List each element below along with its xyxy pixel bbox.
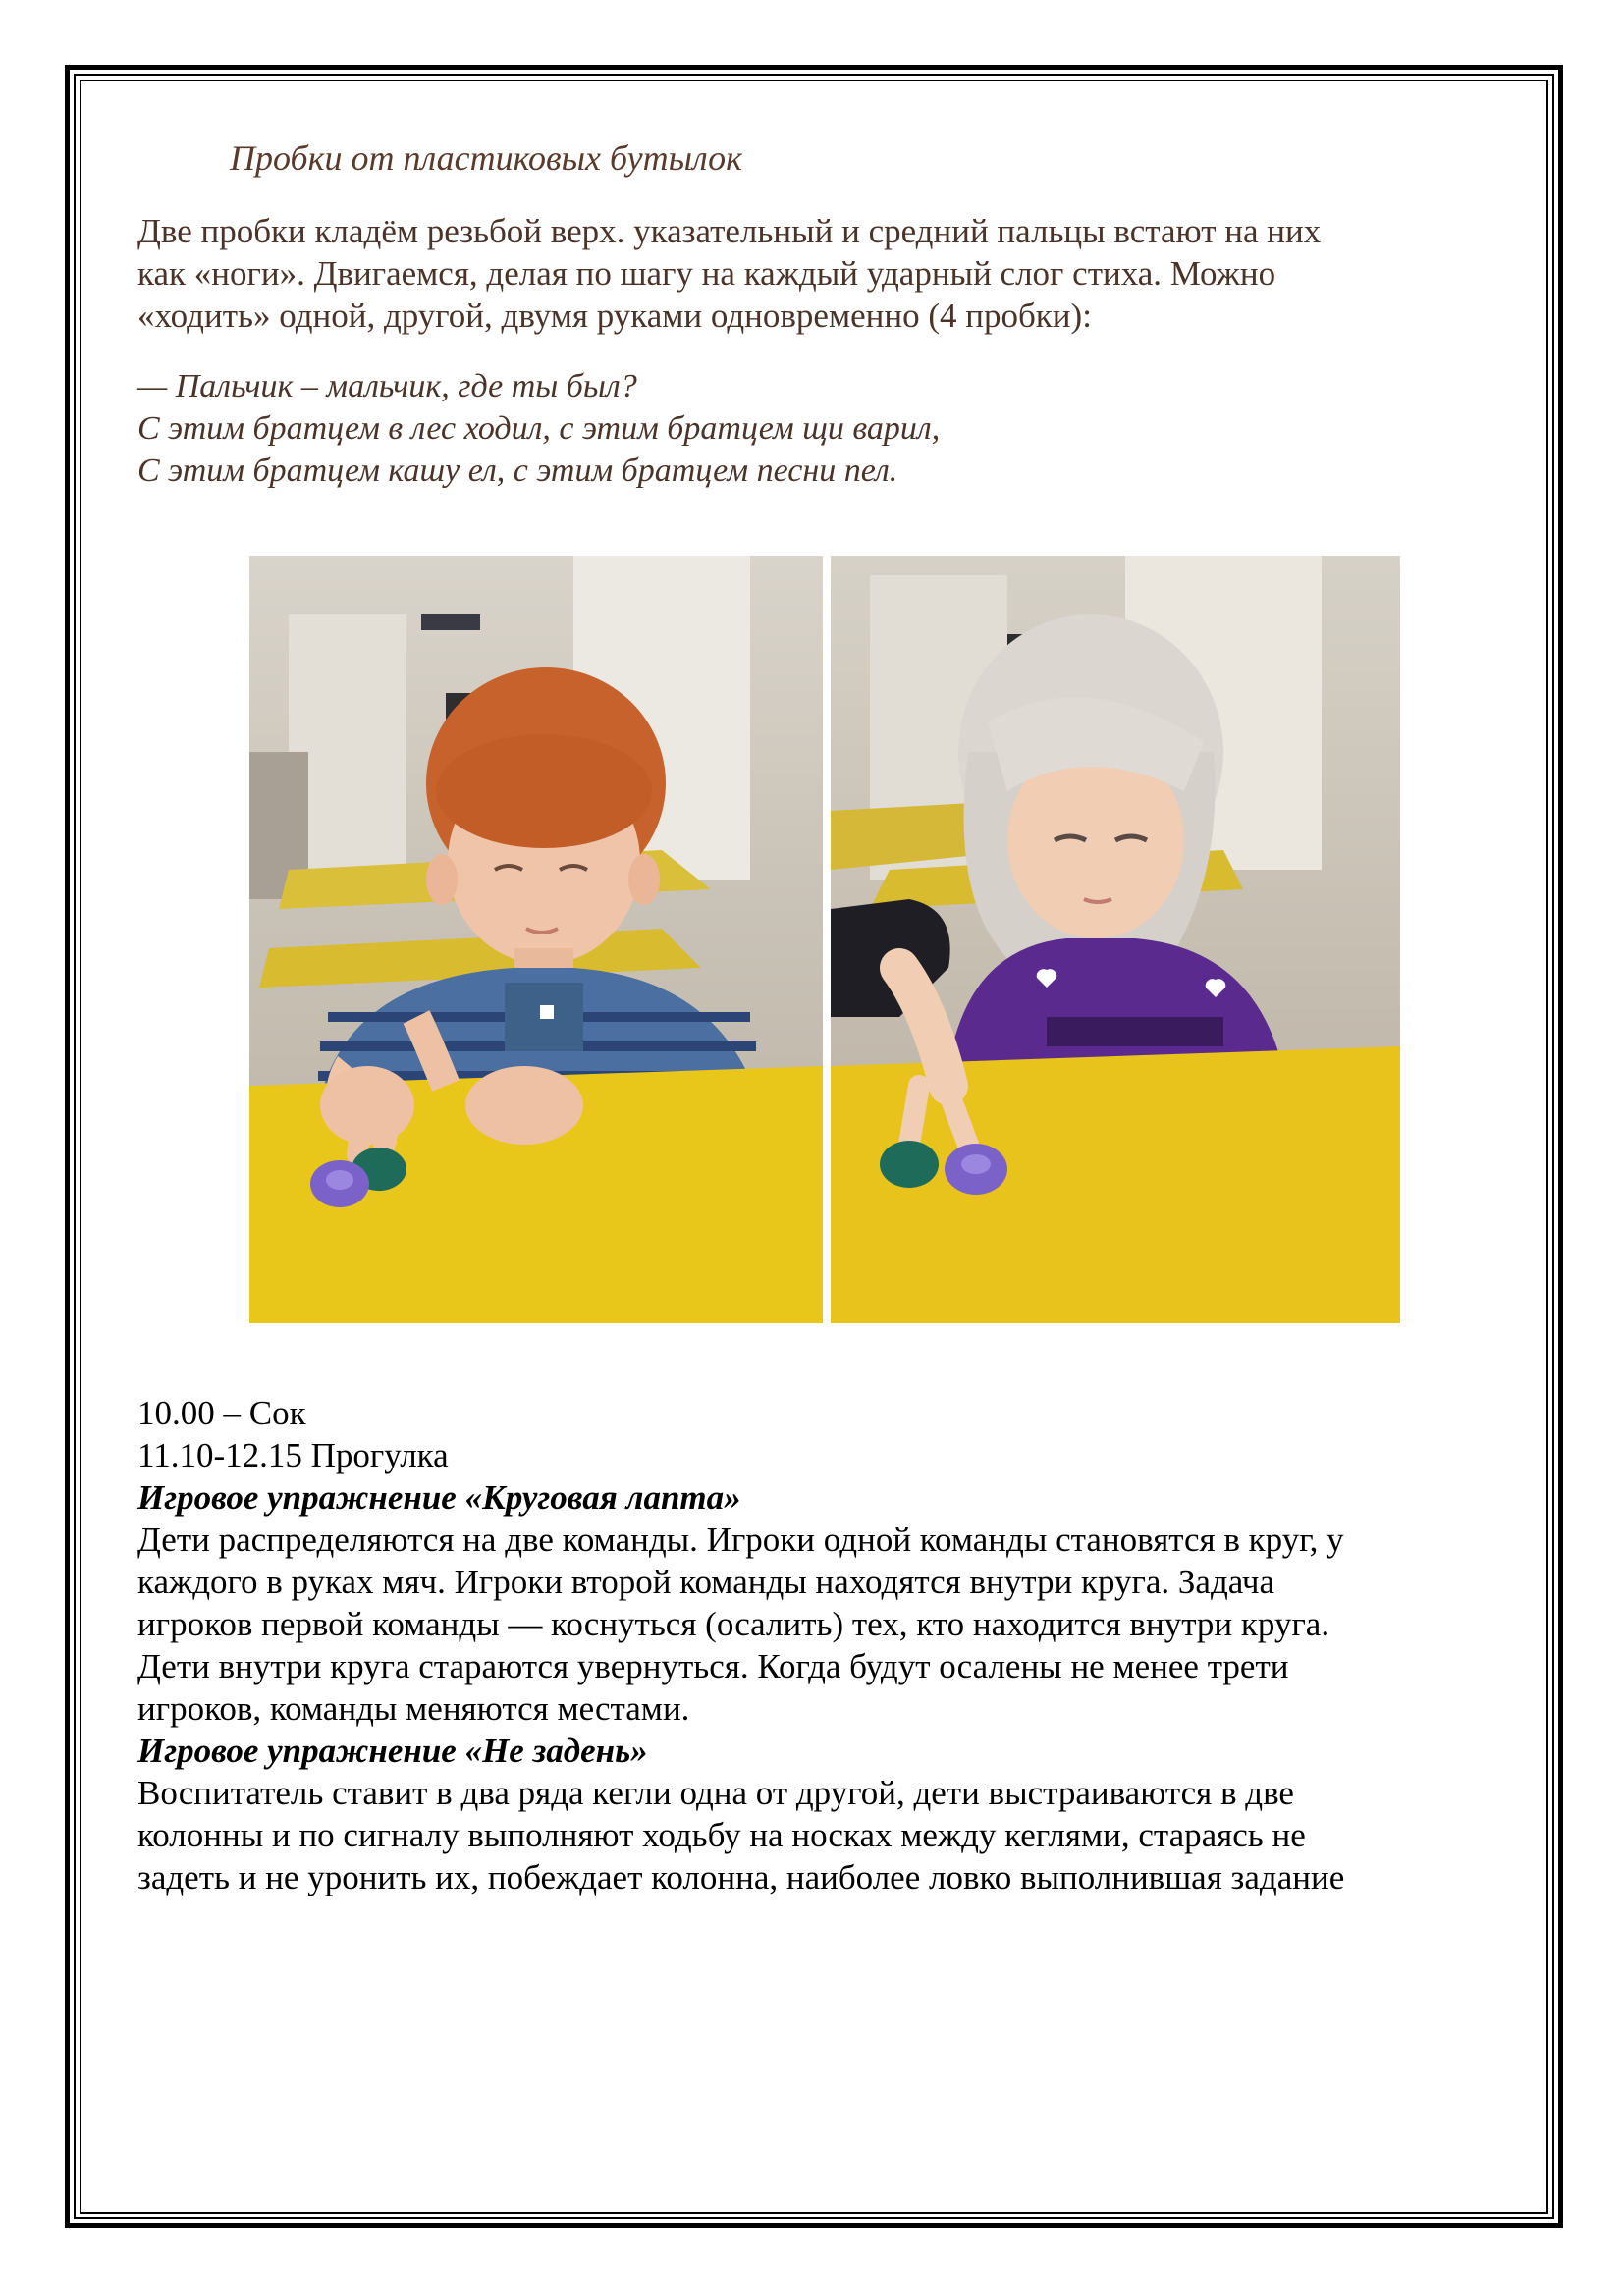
exercise-line: колонны и по сигналу выполняют ходьбу на носках между кеглями, стараясь не xyxy=(137,1816,1306,1854)
exercise-line: задеть и не уронить их, побеждает колонна, наиболее ловко выполнившая задание xyxy=(137,1858,1345,1896)
exercise-line: Дети внутри круга стараются увернуться. Когда будут осалены не менее трети xyxy=(137,1647,1289,1685)
intro-line: Две пробки кладём резьбой верх. указательный и средний пальцы встают на них xyxy=(137,212,1322,250)
poem-line: С этим братцем в лес ходил, с этим братцем щи варил, xyxy=(137,410,941,447)
photo-boy-with-bottle-caps xyxy=(249,556,823,1323)
exercise-heading-dont-touch: Игровое упражнение «Не задень» xyxy=(137,1732,648,1770)
schedule-walk: 11.10-12.15 Прогулка xyxy=(137,1436,449,1474)
poem-line: С этим братцем кашу ел, с этим братцем песни пел. xyxy=(137,453,898,489)
poem-line: — Пальчик – мальчик, где ты был? xyxy=(137,368,637,404)
exercise-heading-circle-lapta: Игровое упражнение «Круговая лапта» xyxy=(137,1478,741,1517)
photo-girl-with-bottle-caps xyxy=(831,556,1400,1323)
exercise-line: Дети распределяются на две команды. Игроки одной команды становятся в круг, у xyxy=(137,1521,1344,1559)
intro-line: «ходить» одной, другой, двумя руками одновременно (4 пробки): xyxy=(137,296,1092,335)
schedule-section xyxy=(137,1392,1532,1898)
intro-paragraph xyxy=(137,210,1512,337)
exercise-line: каждого в руках мяч. Игроки второй команды находятся внутри круга. Задача xyxy=(137,1563,1275,1601)
schedule-juice: 10.00 – Сок xyxy=(137,1394,306,1432)
poem xyxy=(137,365,940,492)
exercise-line: игроков первой команды — коснуться (осалить) тех, кто находится внутри круга. xyxy=(137,1605,1330,1643)
section-title: Пробки от пластиковых бутылок xyxy=(230,138,742,178)
intro-line: как «ноги». Двигаемся, делая по шагу на каждый ударный слог стиха. Можно xyxy=(137,254,1276,293)
exercise-line: игроков, команды меняются местами. xyxy=(137,1689,690,1728)
exercise-line: Воспитатель ставит в два ряда кегли одна от другой, дети выстраиваются в две xyxy=(137,1774,1294,1812)
